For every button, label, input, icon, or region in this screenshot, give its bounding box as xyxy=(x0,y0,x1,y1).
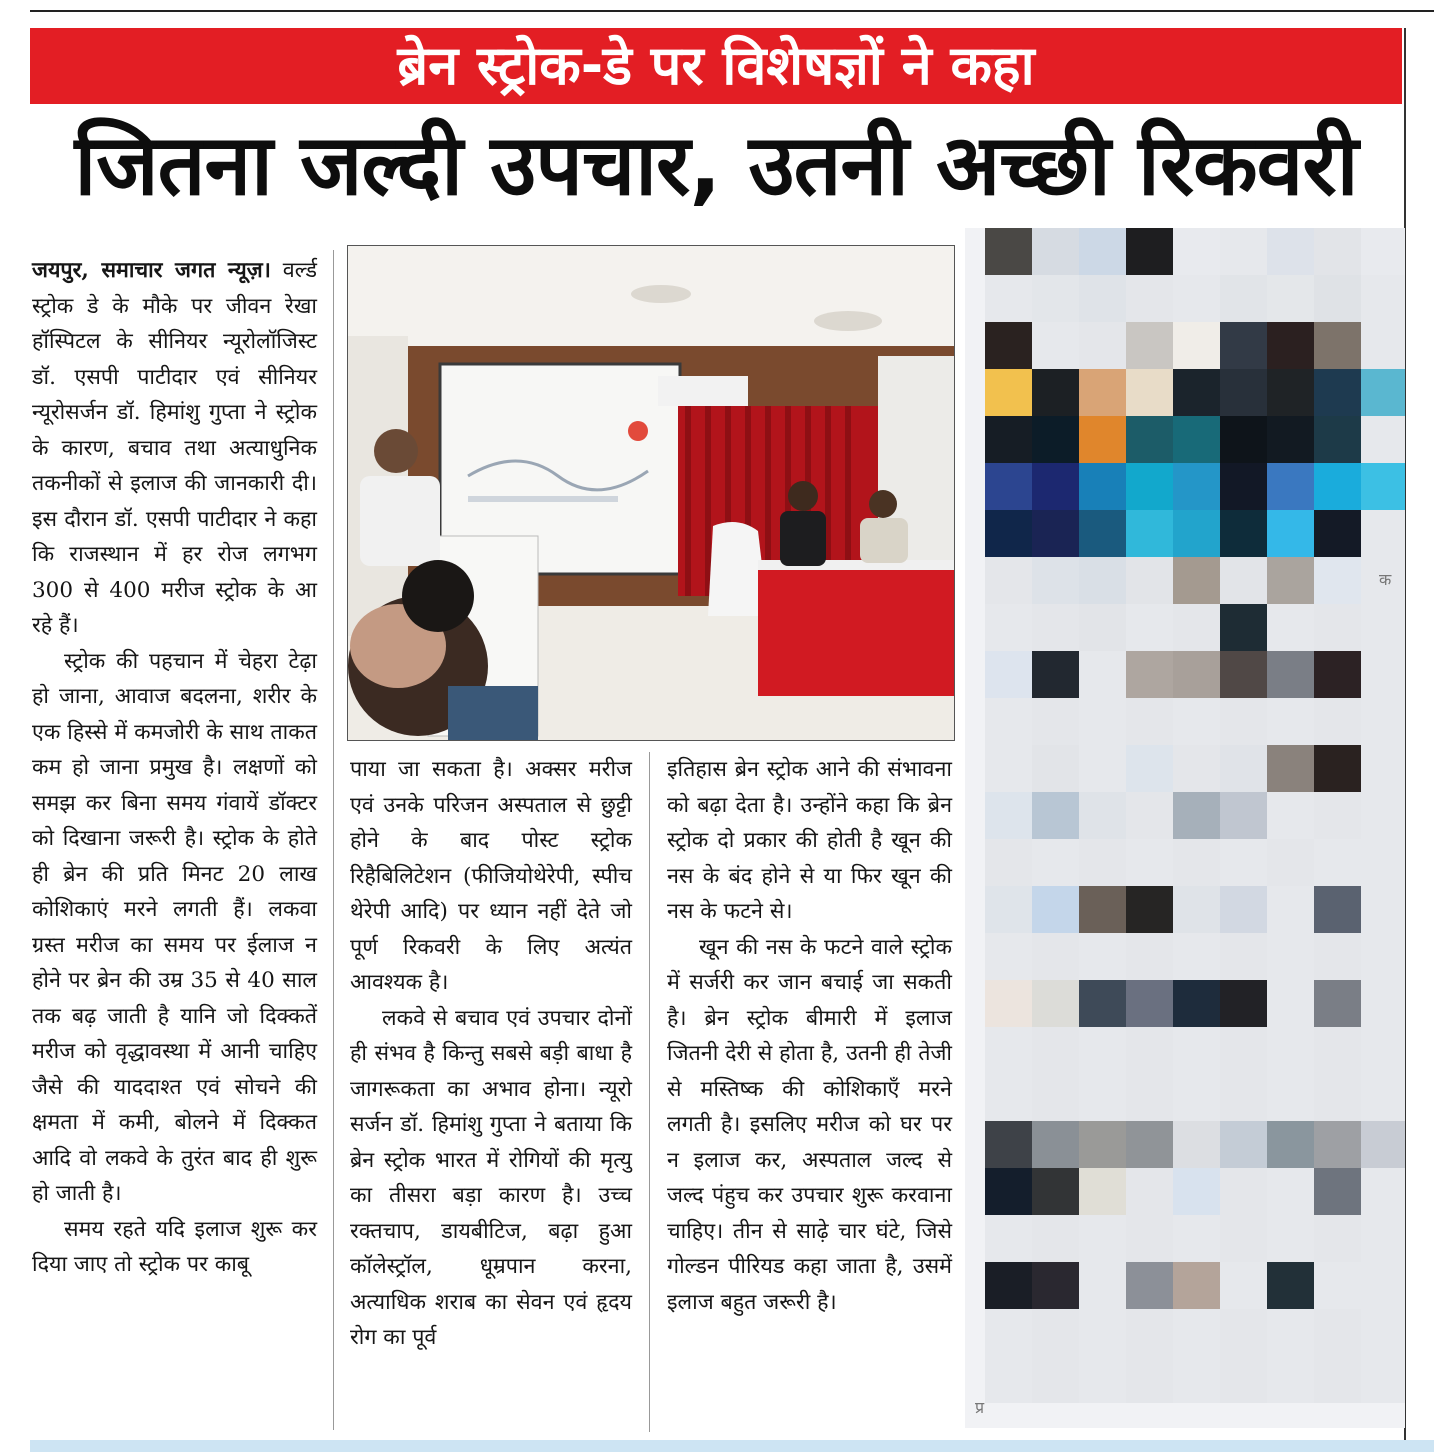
ad-mosaic-block xyxy=(1079,886,1126,933)
ad-mosaic-block xyxy=(1173,228,1220,275)
ad-mosaic-block xyxy=(1361,1309,1405,1356)
ad-mosaic-block xyxy=(985,1215,1032,1262)
ad-mosaic-block xyxy=(1079,1121,1126,1168)
ad-mosaic-block xyxy=(1173,980,1220,1027)
article-column-3 xyxy=(667,752,952,1320)
ad-mosaic-block xyxy=(1079,1215,1126,1262)
ad-mosaic-block xyxy=(1267,322,1314,369)
ad-mosaic-block xyxy=(1126,745,1173,792)
ad-mosaic-block xyxy=(1220,1309,1267,1356)
ad-mosaic-block xyxy=(1361,792,1405,839)
ad-mosaic-block xyxy=(1361,1356,1405,1403)
ad-mosaic-block xyxy=(1314,228,1361,275)
ad-mosaic-block xyxy=(1220,1027,1267,1074)
ad-mosaic-block xyxy=(1361,228,1405,275)
ad-mosaic-block xyxy=(1267,1074,1314,1121)
ad-mosaic-block xyxy=(1314,933,1361,980)
ad-mosaic-block xyxy=(1267,839,1314,886)
ad-mosaic-block xyxy=(1079,1027,1126,1074)
ad-mosaic-block xyxy=(1314,1356,1361,1403)
paragraph xyxy=(32,253,317,644)
ad-mosaic-block xyxy=(1173,1121,1220,1168)
ad-mosaic-block xyxy=(985,369,1032,416)
ad-mosaic-block xyxy=(1267,651,1314,698)
ad-mosaic-block xyxy=(1126,839,1173,886)
ad-mosaic-block xyxy=(1079,369,1126,416)
ad-mosaic-block xyxy=(985,698,1032,745)
ad-mosaic-block xyxy=(1220,1168,1267,1215)
ad-mosaic-block xyxy=(1032,275,1079,322)
ad-mosaic-block xyxy=(1032,698,1079,745)
ad-mosaic-block xyxy=(1361,980,1405,1027)
ad-mosaic-block xyxy=(985,557,1032,604)
ad-mosaic-block xyxy=(1079,980,1126,1027)
ad-mosaic-block xyxy=(1220,369,1267,416)
ad-text-fragment: प्र xyxy=(975,1398,985,1417)
ad-mosaic-block xyxy=(1126,1074,1173,1121)
ad-mosaic-block xyxy=(1173,604,1220,651)
ad-mosaic-block xyxy=(1314,322,1361,369)
ad-mosaic-block xyxy=(1220,510,1267,557)
ad-mosaic-block xyxy=(1267,745,1314,792)
ad-mosaic-block xyxy=(1361,651,1405,698)
ad-mosaic-block xyxy=(1173,1168,1220,1215)
ad-mosaic-block xyxy=(1126,792,1173,839)
paragraph: खून की नस के फटने वाले स्ट्रोक में सर्जरी कर जान बचाई जा सकती है। ब्रेन स्ट्रोक बीमारी में इलाज जितनी देरी से होता है, उतनी ही तेजी से मस्तिष्क की कोशिकाएँ मरने लगती है। इसलिए मरीज को घर पर न इलाज कर, अस्पताल जल्द से जल्द पंहुच कर उपचार शुरू करवाना चाहिए। तीन से साढ़े चार घंटे, जिसे गोल्डन पीरियड कहा जाता है, उसमें इलाज बहुत जरूरी है। xyxy=(667,934,952,1315)
ad-mosaic-block xyxy=(1314,792,1361,839)
ad-mosaic-block xyxy=(1173,275,1220,322)
ad-mosaic-block xyxy=(1220,980,1267,1027)
ad-mosaic-block xyxy=(1126,557,1173,604)
ad-mosaic-block xyxy=(1267,1121,1314,1168)
ad-mosaic-block xyxy=(1173,1262,1220,1309)
ad-mosaic-block xyxy=(1314,557,1361,604)
ad-mosaic-block xyxy=(1361,1121,1405,1168)
ad-mosaic-block xyxy=(1314,369,1361,416)
ad-mosaic-block xyxy=(1032,1168,1079,1215)
ad-mosaic-block xyxy=(1079,463,1126,510)
ad-mosaic-block xyxy=(1126,1027,1173,1074)
ad-mosaic-block xyxy=(1267,416,1314,463)
ad-mosaic-block xyxy=(1032,980,1079,1027)
ad-mosaic-block xyxy=(1032,510,1079,557)
ad-mosaic-block xyxy=(1079,416,1126,463)
ad-mosaic-block xyxy=(1361,275,1405,322)
ad-mosaic-block xyxy=(1079,698,1126,745)
ad-mosaic-block xyxy=(1220,322,1267,369)
ad-mosaic-block xyxy=(985,322,1032,369)
ad-mosaic-block xyxy=(1079,1074,1126,1121)
ad-mosaic-block xyxy=(1079,1309,1126,1356)
ad-mosaic-block xyxy=(1361,416,1405,463)
ad-mosaic-block xyxy=(1314,1215,1361,1262)
ad-mosaic-block xyxy=(1220,651,1267,698)
ad-mosaic-block xyxy=(1267,557,1314,604)
headline: जितना जल्दी उपचार, उतनी अच्छी रिकवरी xyxy=(74,116,1358,214)
paragraph: इतिहास ब्रेन स्ट्रोक आने की संभावना को बढ़ा देता है। उन्होंने कहा कि ब्रेन स्ट्रोक दो प्रकार की होती है खून की नस के बंद होने से या फिर खून की नस के फटने से। xyxy=(667,757,952,924)
ad-mosaic-block xyxy=(1173,792,1220,839)
ad-mosaic-block xyxy=(1314,416,1361,463)
ad-mosaic-block xyxy=(1267,698,1314,745)
ad-mosaic-block xyxy=(1126,1356,1173,1403)
ad-mosaic-block xyxy=(1079,839,1126,886)
ad-mosaic-block xyxy=(1079,651,1126,698)
ad-mosaic-block xyxy=(1079,1262,1126,1309)
ad-mosaic-block xyxy=(985,1121,1032,1168)
ad-mosaic-block xyxy=(1314,980,1361,1027)
ad-mosaic-block xyxy=(1032,228,1079,275)
ad-mosaic-block xyxy=(985,1309,1032,1356)
ad-mosaic-block xyxy=(1267,1168,1314,1215)
ad-mosaic-block xyxy=(1079,1168,1126,1215)
ad-mosaic-block xyxy=(1173,698,1220,745)
ad-mosaic-block xyxy=(1173,322,1220,369)
ad-mosaic-block xyxy=(1267,1262,1314,1309)
ad-mosaic-block xyxy=(1267,275,1314,322)
column-divider xyxy=(333,250,334,1430)
ad-mosaic-block xyxy=(1267,510,1314,557)
article-column-1 xyxy=(32,253,317,1283)
ad-mosaic-block xyxy=(1079,228,1126,275)
kicker-banner: ब्रेन स्ट्रोक-डे पर विशेषज्ञों ने कहा xyxy=(30,28,1402,104)
ad-mosaic-block xyxy=(1267,792,1314,839)
ad-mosaic-block xyxy=(1079,322,1126,369)
ad-mosaic-block xyxy=(1361,1027,1405,1074)
ad-mosaic-block xyxy=(1361,1262,1405,1309)
ad-mosaic-block xyxy=(985,1168,1032,1215)
ad-mosaic-block xyxy=(1032,1215,1079,1262)
ad-mosaic-block xyxy=(1173,651,1220,698)
ad-mosaic-block xyxy=(1220,839,1267,886)
ad-mosaic-block xyxy=(985,933,1032,980)
ad-mosaic-block xyxy=(985,1262,1032,1309)
ad-mosaic-block xyxy=(1079,745,1126,792)
ad-mosaic-block xyxy=(1126,416,1173,463)
ad-mosaic-block xyxy=(1314,1027,1361,1074)
ad-mosaic-block xyxy=(1032,463,1079,510)
ad-mosaic-block xyxy=(1267,228,1314,275)
ad-mosaic-block xyxy=(1032,1356,1079,1403)
ad-mosaic-block xyxy=(1126,933,1173,980)
ad-mosaic-block xyxy=(1220,228,1267,275)
ad-mosaic-block xyxy=(1220,1074,1267,1121)
ad-mosaic-block xyxy=(1220,792,1267,839)
ad-mosaic-block xyxy=(985,510,1032,557)
ad-mosaic-block xyxy=(1361,369,1405,416)
ad-mosaic-block xyxy=(1314,1168,1361,1215)
ad-mosaic-block xyxy=(1079,792,1126,839)
ad-mosaic-block xyxy=(1032,1309,1079,1356)
article-column-2 xyxy=(350,752,632,1356)
ad-mosaic-block xyxy=(1267,1215,1314,1262)
ad-mosaic-block xyxy=(1220,1121,1267,1168)
ad-mosaic-block xyxy=(1032,1121,1079,1168)
ad-mosaic-block xyxy=(1361,886,1405,933)
ad-mosaic-block xyxy=(1220,275,1267,322)
ad-mosaic-block xyxy=(1032,1074,1079,1121)
ad-mosaic-block xyxy=(1314,1074,1361,1121)
ad-mosaic-block xyxy=(1361,698,1405,745)
ad-mosaic-block xyxy=(1314,510,1361,557)
ad-mosaic-block xyxy=(1267,980,1314,1027)
ad-mosaic-block xyxy=(1126,322,1173,369)
ad-mosaic-block xyxy=(1126,698,1173,745)
ad-mosaic-block xyxy=(985,1356,1032,1403)
ad-mosaic-block xyxy=(1126,1309,1173,1356)
ad-mosaic-block xyxy=(1314,275,1361,322)
ad-mosaic-block xyxy=(1079,933,1126,980)
ad-mosaic-block xyxy=(1126,463,1173,510)
ad-mosaic-block xyxy=(1079,275,1126,322)
ad-mosaic-block xyxy=(1126,604,1173,651)
ad-mosaic-block xyxy=(1314,651,1361,698)
ad-mosaic-block xyxy=(1361,1074,1405,1121)
ad-mosaic-block xyxy=(1032,604,1079,651)
ad-mosaic-block xyxy=(1314,886,1361,933)
ad-mosaic-block xyxy=(1267,933,1314,980)
ad-mosaic-block xyxy=(1173,510,1220,557)
ad-mosaic-block xyxy=(1173,416,1220,463)
ad-mosaic-block xyxy=(1173,839,1220,886)
ad-mosaic-block xyxy=(1220,1356,1267,1403)
ad-mosaic-block xyxy=(1032,651,1079,698)
ad-mosaic-block xyxy=(1126,369,1173,416)
seminar-photo xyxy=(347,245,955,741)
ad-mosaic-block xyxy=(985,228,1032,275)
ad-mosaic-block xyxy=(1173,1309,1220,1356)
ad-mosaic-block xyxy=(1361,322,1405,369)
ad-mosaic-block xyxy=(1220,416,1267,463)
ad-mosaic-block xyxy=(1173,1356,1220,1403)
ad-mosaic-block xyxy=(1361,604,1405,651)
ad-mosaic-block xyxy=(1267,463,1314,510)
ad-mosaic-block xyxy=(1173,886,1220,933)
ad-mosaic-block xyxy=(1361,1215,1405,1262)
ad-mosaic-block xyxy=(985,839,1032,886)
dateline: जयपुर, समाचार जगत न्यूज़। xyxy=(32,258,271,283)
ad-mosaic-block xyxy=(1220,886,1267,933)
ad-mosaic-block xyxy=(1173,557,1220,604)
ad-mosaic-block xyxy=(1079,510,1126,557)
ad-mosaic-block xyxy=(985,745,1032,792)
ad-mosaic-block xyxy=(1079,604,1126,651)
ad-mosaic-block xyxy=(1267,604,1314,651)
top-rule xyxy=(30,10,1434,12)
ad-mosaic-block xyxy=(1032,557,1079,604)
ad-mosaic-block xyxy=(1267,1356,1314,1403)
ad-mosaic-block xyxy=(985,1027,1032,1074)
ad-mosaic-block xyxy=(1173,1074,1220,1121)
ad-mosaic-block xyxy=(985,604,1032,651)
paragraph: समय रहते यदि इलाज शुरू कर दिया जाए तो स्ट्रोक पर काबू xyxy=(32,1216,317,1277)
ad-mosaic-block xyxy=(1032,886,1079,933)
ad-mosaic-block xyxy=(985,792,1032,839)
ad-mosaic-block xyxy=(1126,886,1173,933)
ad-mosaic-block xyxy=(1032,416,1079,463)
ad-mosaic-block xyxy=(1220,933,1267,980)
ad-mosaic-block xyxy=(1314,463,1361,510)
ad-mosaic-block xyxy=(1361,510,1405,557)
ad-mosaic-block xyxy=(1267,886,1314,933)
ad-mosaic-block xyxy=(1173,369,1220,416)
ad-mosaic-block xyxy=(1267,1027,1314,1074)
bottom-band xyxy=(30,1440,1434,1452)
ad-mosaic-block xyxy=(985,886,1032,933)
ad-mosaic-block xyxy=(1032,369,1079,416)
ad-mosaic-block xyxy=(1314,745,1361,792)
ad-mosaic-block xyxy=(1173,745,1220,792)
ad-mosaic-block xyxy=(1032,792,1079,839)
ad-mosaic-block xyxy=(1220,745,1267,792)
ad-mosaic-block xyxy=(1032,1027,1079,1074)
ad-mosaic-block xyxy=(985,1074,1032,1121)
column-divider xyxy=(649,752,650,1432)
paragraph: स्ट्रोक की पहचान में चेहरा टेढ़ा हो जाना, आवाज बदलना, शरीर के एक हिस्से में कमजोरी के साथ ताकत कम हो जाना प्रमुख है। लक्षणों को समझ कर बिना समय गंवायें डॉक्टर को दिखाना जरूरी है। स्ट्रोक के होते ही ब्रेन की प्रति मिनट 20 लाख कोशिकाएं मरने लगती हैं। लकवा ग्रस्त मरीज का समय पर ईलाज न होने पर ब्रेन की उम्र 35 से 40 साल तक बढ़ जाती है यानि जो दिक्कतें मरीज को वृद्धावस्था में आनी चाहिए जैसे की याददाश्त एवं सोचने की क्षमता में कमी, बोलने में दिक्कत आदि वो लकवे के तुरंत बाद ही शुरू हो जाती है। xyxy=(32,648,317,1206)
ad-mosaic-block xyxy=(1032,839,1079,886)
ad-mosaic-block xyxy=(1173,463,1220,510)
ad-mosaic-block xyxy=(985,980,1032,1027)
pixelated-advertisement xyxy=(965,228,1405,1428)
ad-mosaic-block xyxy=(1220,698,1267,745)
ad-mosaic-block xyxy=(1032,322,1079,369)
paragraph: लकवे से बचाव एवं उपचार दोनों ही संभव है किन्तु सबसे बड़ी बाधा है जागरूकता का अभाव होना। न्यूरो सर्जन डॉ. हिमांशु गुप्ता ने बताया कि ब्रेन स्ट्रोक भारत में रोगियों की मृत्यु का तीसरा बड़ा कारण है। उच्च रक्तचाप, डायबीटिज, बढ़ा हुआ कॉलेस्ट्रॉल, धूम्रपान करना, अत्याधिक शराब का सेवन एवं हृदय रोग का पूर्व xyxy=(350,1005,632,1350)
ad-mosaic-block xyxy=(1079,1356,1126,1403)
ad-mosaic-block xyxy=(1032,745,1079,792)
ad-mosaic-block xyxy=(1126,1215,1173,1262)
ad-mosaic-block xyxy=(1361,463,1405,510)
ad-mosaic-block xyxy=(1126,228,1173,275)
ad-mosaic-block xyxy=(1173,933,1220,980)
ad-mosaic-block xyxy=(1361,745,1405,792)
ad-mosaic-block xyxy=(1361,839,1405,886)
ad-mosaic-block xyxy=(1220,604,1267,651)
ad-mosaic-block xyxy=(1267,1309,1314,1356)
ad-mosaic-block xyxy=(985,416,1032,463)
ad-mosaic-block xyxy=(1032,1262,1079,1309)
ad-mosaic-block xyxy=(1173,1215,1220,1262)
ad-mosaic-block xyxy=(1220,463,1267,510)
ad-mosaic-block xyxy=(1220,1215,1267,1262)
paragraph: पाया जा सकता है। अक्सर मरीज एवं उनके परिजन अस्पताल से छुट्टी होने के बाद पोस्ट स्ट्रोक रिहैबिलिटेशन (फीजियोथेरेपी, स्पीच थेरेपी आदि) पर ध्यान नहीं देते जो पूर्ण रिकवरी के लिए अत्यंत आवश्यक है। xyxy=(350,757,632,995)
ad-mosaic-block xyxy=(1314,604,1361,651)
ad-mosaic-block xyxy=(985,651,1032,698)
ad-mosaic-block xyxy=(1361,933,1405,980)
ad-mosaic-block xyxy=(1220,557,1267,604)
ad-mosaic-block xyxy=(1314,1121,1361,1168)
ad-mosaic-block xyxy=(1267,369,1314,416)
ad-mosaic-block xyxy=(985,463,1032,510)
ad-mosaic-block xyxy=(985,275,1032,322)
ad-mosaic-block xyxy=(1314,1309,1361,1356)
ad-mosaic-block xyxy=(1126,980,1173,1027)
ad-text-fragment: क xyxy=(1379,570,1392,589)
ad-mosaic-block xyxy=(1126,651,1173,698)
ad-mosaic-block xyxy=(1126,510,1173,557)
ad-mosaic-block xyxy=(1126,1262,1173,1309)
ad-mosaic-block xyxy=(1314,698,1361,745)
ad-mosaic-block xyxy=(1079,557,1126,604)
ad-mosaic-block xyxy=(1032,933,1079,980)
ad-mosaic-block xyxy=(1126,1168,1173,1215)
ad-mosaic-block xyxy=(1126,1121,1173,1168)
ad-mosaic-block xyxy=(1314,839,1361,886)
seminar-photo-illustration xyxy=(348,246,954,740)
ad-mosaic-block xyxy=(1314,1262,1361,1309)
ad-mosaic-block xyxy=(1173,1027,1220,1074)
ad-mosaic-block xyxy=(1126,275,1173,322)
ad-mosaic-block xyxy=(1361,1168,1405,1215)
ad-mosaic-block xyxy=(1220,1262,1267,1309)
paragraph-text: वर्ल्ड स्ट्रोक डे के मौके पर जीवन रेखा हॉस्पिटल के सीनियर न्यूरोलॉजिस्ट डॉ. एसपी पाटीदार एवं सीनियर न्यूरोसर्जन डॉ. हिमांशु गुप्ता ने स्ट्रोक के कारण, बचाव तथा अत्याधुनिक तकनीकों से इलाज की जानकारी दी। इस दौरान डॉ. एसपी पाटीदार ने कहा कि राजस्थान में हर रोज लगभग 300 से 400 मरीज स्ट्रोक के आ रहे हैं। xyxy=(32,258,317,638)
